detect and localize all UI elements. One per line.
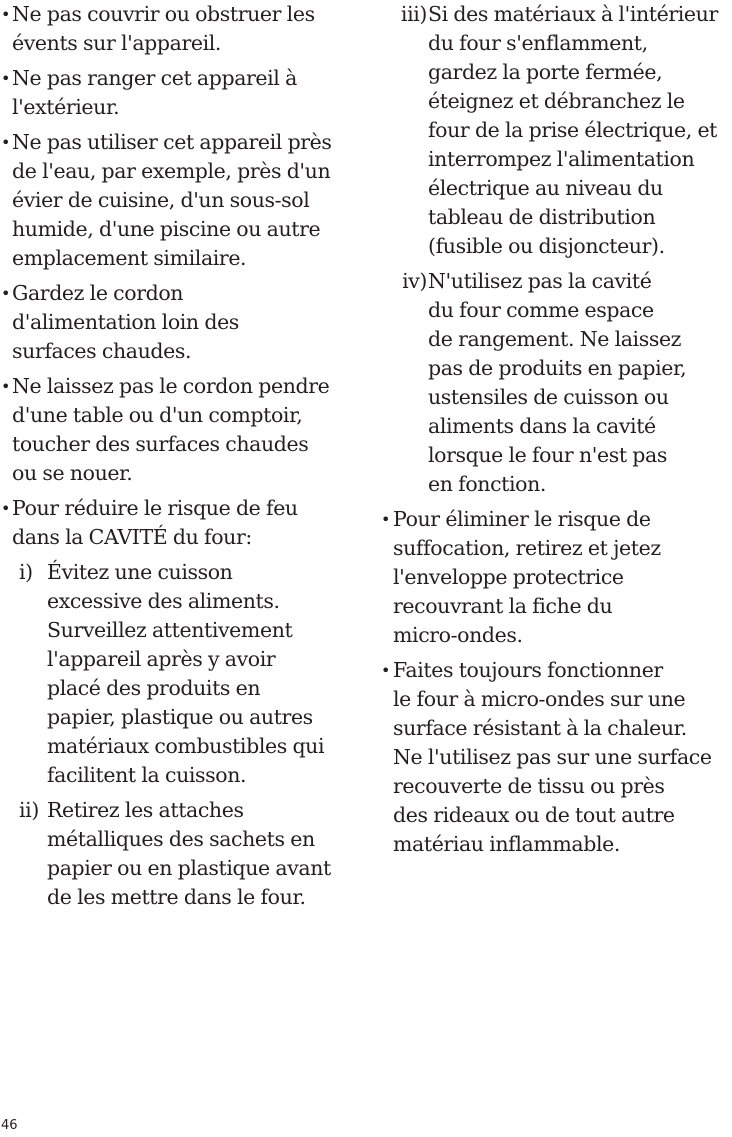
bullet-marker: •: [1, 377, 11, 396]
fire-risk-sublist-left: [0, 558, 360, 912]
text-line: micro-ondes.: [393, 623, 523, 647]
text-line: facilitent la cuisson.: [47, 763, 247, 787]
text-line: d'alimentation loin des: [12, 310, 239, 334]
text-line: Ne pas ranger cet appareil à: [12, 66, 297, 90]
text-line: Si des matériaux à l'intérieur: [428, 2, 718, 26]
text-line: Pour réduire le risque de feu: [12, 496, 298, 520]
text-line: du four comme espace: [428, 298, 654, 322]
text-line: ustensiles de cuisson ou: [428, 385, 669, 409]
text-line: en fonction.: [428, 472, 547, 496]
text-line: Pour éliminer le risque de: [393, 507, 651, 531]
text-line: toucher des surfaces chaudes: [12, 432, 309, 456]
roman-numeral-marker: i): [19, 560, 33, 584]
roman-numeral-marker: iii): [400, 2, 427, 26]
text-line: humide, d'une piscine ou autre: [12, 217, 321, 241]
text-line: de les mettre dans le four.: [47, 885, 306, 909]
text-line: pas de produits en papier,: [428, 356, 687, 380]
text-line: lorsque le four n'est pas: [428, 443, 667, 467]
text-line: interrompez l'alimentation: [428, 147, 695, 171]
bullet-marker: •: [381, 510, 391, 529]
fire-risk-sublist-right: [366, 0, 732, 499]
text-line: l'appareil après y avoir: [47, 647, 276, 671]
text-line: N'utilisez pas la cavité: [428, 269, 652, 293]
text-line: gardez la porte fermée,: [428, 60, 663, 84]
text-line: four de la prise électrique, et: [428, 118, 718, 142]
text-line: aliments dans la cavité: [428, 414, 656, 438]
numbered-sub-item: [0, 558, 360, 790]
text-line: métalliques des sachets en: [47, 827, 315, 851]
bullet-list-item: [0, 279, 360, 366]
safety-list-right: [366, 505, 732, 859]
text-line: des rideaux ou de tout autre: [393, 803, 675, 827]
bullet-list-item: [0, 128, 360, 273]
text-line: Surveillez attentivement: [47, 618, 293, 642]
text-line: excessive des aliments.: [47, 589, 280, 613]
roman-numeral-marker: iv): [402, 269, 427, 293]
text-line: tableau de distribution: [428, 205, 656, 229]
text-line: Faites toujours fonctionner: [393, 658, 663, 682]
text-line: matériau inflammable.: [393, 832, 620, 856]
numbered-sub-item: [0, 796, 360, 912]
bullet-list-item: [0, 64, 360, 122]
numbered-sub-item: [366, 0, 732, 261]
text-line: dans la CAVITÉ du four:: [12, 525, 252, 549]
text-line: éteignez et débranchez le: [428, 89, 685, 113]
roman-numeral-marker: ii): [19, 798, 39, 822]
text-line: papier ou en plastique avant: [47, 856, 331, 880]
bullet-marker: •: [1, 133, 11, 152]
text-line: surface résistant à la chaleur.: [393, 716, 687, 740]
bullet-marker: •: [1, 284, 11, 303]
right-column: [366, 0, 732, 865]
bullet-list-item: [366, 656, 732, 859]
text-line: Ne pas couvrir ou obstruer les: [12, 2, 315, 26]
text-line: de rangement. Ne laissez: [428, 327, 682, 351]
text-line: Retirez les attaches: [47, 798, 244, 822]
text-line: suffocation, retirez et jetez: [393, 536, 661, 560]
text-line: Ne laissez pas le cordon pendre: [12, 374, 330, 398]
bullet-marker: •: [1, 499, 11, 518]
bullet-list-item: [0, 0, 360, 58]
bullet-list-item: [366, 505, 732, 650]
text-line: évier de cuisine, d'un sous-sol: [12, 188, 310, 212]
text-line: Évitez une cuisson: [47, 560, 233, 584]
text-line: l'enveloppe protectrice: [393, 565, 624, 589]
text-line: d'une table ou d'un comptoir,: [12, 403, 303, 427]
text-line: l'extérieur.: [12, 95, 120, 119]
text-line: matériaux combustibles qui: [47, 734, 325, 758]
bullet-marker: •: [1, 5, 11, 24]
text-line: électrique au niveau du: [428, 176, 663, 200]
text-line: le four à micro-ondes sur une: [393, 687, 686, 711]
text-line: du four s'enflamment,: [428, 31, 648, 55]
text-line: de l'eau, par exemple, près d'un: [12, 159, 331, 183]
text-line: (fusible ou disjoncteur).: [428, 234, 665, 258]
text-line: recouverte de tissu ou près: [393, 774, 665, 798]
bullet-marker: •: [1, 69, 11, 88]
text-line: Gardez le cordon: [12, 281, 184, 305]
bullet-list-item: [0, 494, 360, 552]
text-line: emplacement similaire.: [12, 246, 247, 270]
text-line: papier, plastique ou autres: [47, 705, 313, 729]
text-line: Ne pas utiliser cet appareil près: [12, 130, 332, 154]
page-number: 46: [1, 1118, 18, 1133]
text-line: recouvrant la fiche du: [393, 594, 613, 618]
safety-list-left: [0, 0, 360, 552]
text-line: Ne l'utilisez pas sur une surface: [393, 745, 712, 769]
text-line: placé des produits en: [47, 676, 261, 700]
text-line: évents sur l'appareil.: [12, 31, 222, 55]
left-column: [0, 0, 360, 918]
bullet-list-item: [0, 372, 360, 488]
numbered-sub-item: [366, 267, 732, 499]
text-line: ou se nouer.: [12, 461, 133, 485]
bullet-marker: •: [381, 661, 391, 680]
text-line: surfaces chaudes.: [12, 339, 192, 363]
